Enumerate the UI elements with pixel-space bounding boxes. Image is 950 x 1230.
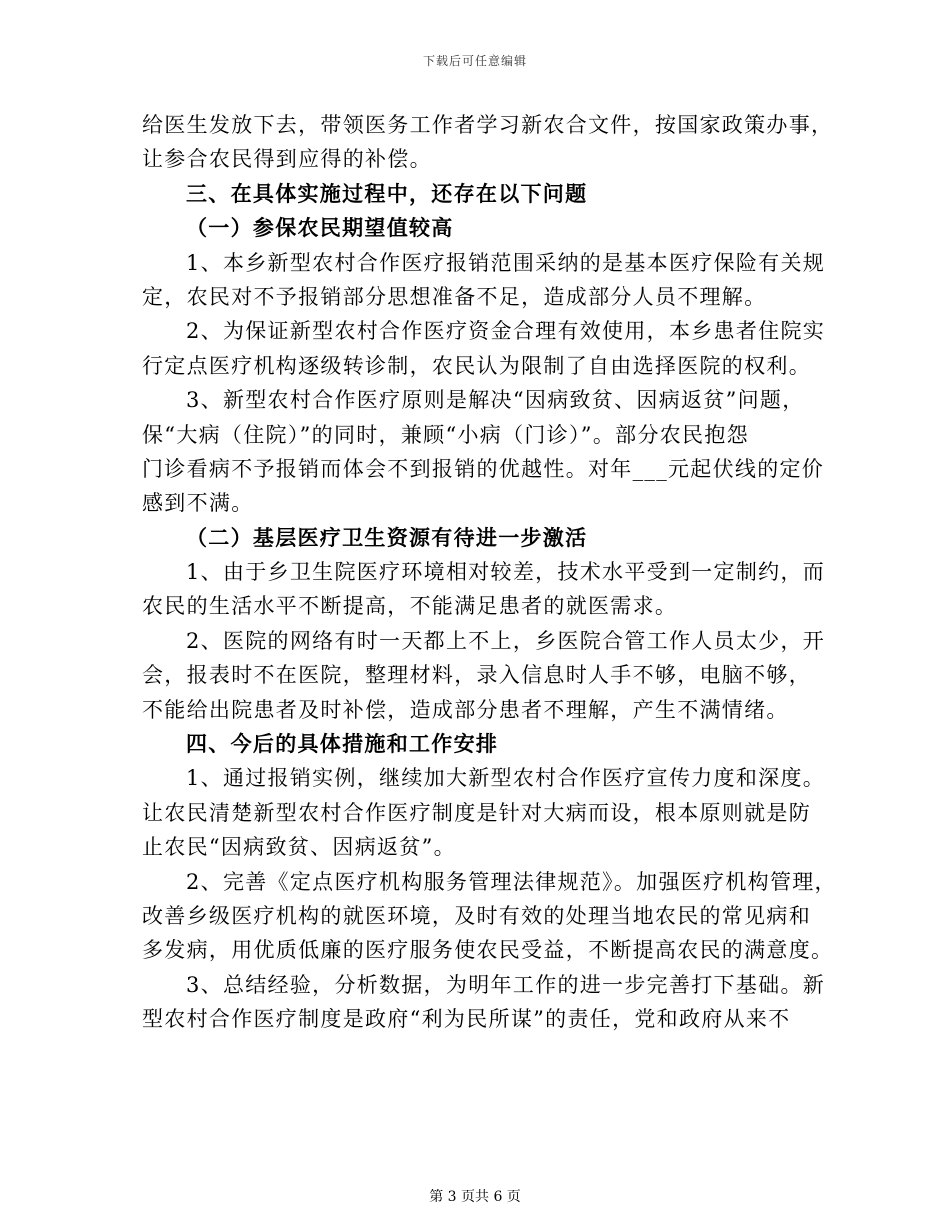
section-heading-3: 三、在具体实施过程中，还存在以下问题	[186, 180, 588, 206]
paragraph-line: 1、本乡新型农村合作医疗报销范围采纳的是基本医疗保险有关规	[186, 250, 826, 275]
paragraph-line: 定，农民对不予报销部分思想准备不足，造成部分人员不理解。	[142, 284, 767, 309]
paragraph-line: 型农村合作医疗制度是政府“利为民所谋”的责任，党和政府从来不	[142, 1007, 791, 1032]
section-heading-4: 四、今后的具体措施和工作安排	[186, 731, 499, 757]
paragraph-line: 3、总结经验，分析数据，为明年工作的进一步完善打下基础。新	[186, 972, 826, 997]
paragraph-line: 门诊看病不予报销而体会不到报销的优越性。对年___元起伏线的定价	[142, 456, 825, 481]
paragraph-line: 让农民清楚新型农村合作医疗制度是针对大病而设，根本原则就是防	[142, 800, 811, 825]
paragraph-line: 3、新型农村合作医疗原则是解决“因病致贫、因病返贫”问题，	[186, 388, 805, 413]
page-header: 下载后可任意编辑	[422, 54, 527, 68]
paragraph-line: 不能给出院患者及时补偿，造成部分患者不理解，产生不满情绪。	[142, 697, 789, 722]
subsection-heading-3-2: （二）基层医疗卫生资源有待进一步激活	[186, 524, 588, 550]
paragraph-line: 感到不满。	[142, 491, 254, 516]
paragraph-line: 2、完善《定点医疗机构服务管理法律规范》。加强医疗机构管理，	[186, 869, 837, 894]
paragraph-line: 2、医院的网络有时一天都上不上，乡医院合管工作人员太少，开	[186, 628, 826, 653]
subsection-heading-3-1: （一）参保农民期望值较高	[186, 215, 454, 241]
page-footer: 第 3 页共 6 页	[429, 1189, 521, 1205]
paragraph-line: 农民的生活水平不断提高，不能满足患者的就医需求。	[142, 594, 678, 619]
paragraph-line: 让参合农民得到应得的补偿。	[142, 147, 432, 172]
paragraph-line: 改善乡级医疗机构的就医环境，及时有效的处理当地农民的常见病和	[142, 903, 811, 928]
paragraph-line: 会，报表时不在医院，整理材料，录入信息时人手不够，电脑不够，	[142, 663, 811, 688]
paragraph-line: 保“大病（住院）”的同时，兼顾“小病（门诊）”。部分农民抱怨	[142, 422, 749, 447]
paragraph-line: 1、由于乡卫生院医疗环境相对较差，技术水平受到一定制约，而	[186, 560, 826, 585]
paragraph-line: 1、通过报销实例，继续加大新型农村合作医疗宣传力度和深度。	[186, 766, 826, 791]
paragraph-line: 给医生发放下去，带领医务工作者学习新农合文件，按国家政策办事，	[142, 113, 834, 137]
paragraph-line: 多发病，用优质低廉的医疗服务使农民受益，不断提高农民的满意度。	[142, 938, 834, 963]
paragraph-line: 止农民“因病致贫、因病返贫”。	[142, 835, 456, 860]
document-body	[142, 108, 837, 1037]
paragraph-line: 行定点医疗机构逐级转诊制，农民认为限制了自由选择医院的权利。	[142, 353, 811, 378]
paragraph-line: 2、为保证新型农村合作医疗资金合理有效使用，本乡患者住院实	[186, 319, 826, 344]
